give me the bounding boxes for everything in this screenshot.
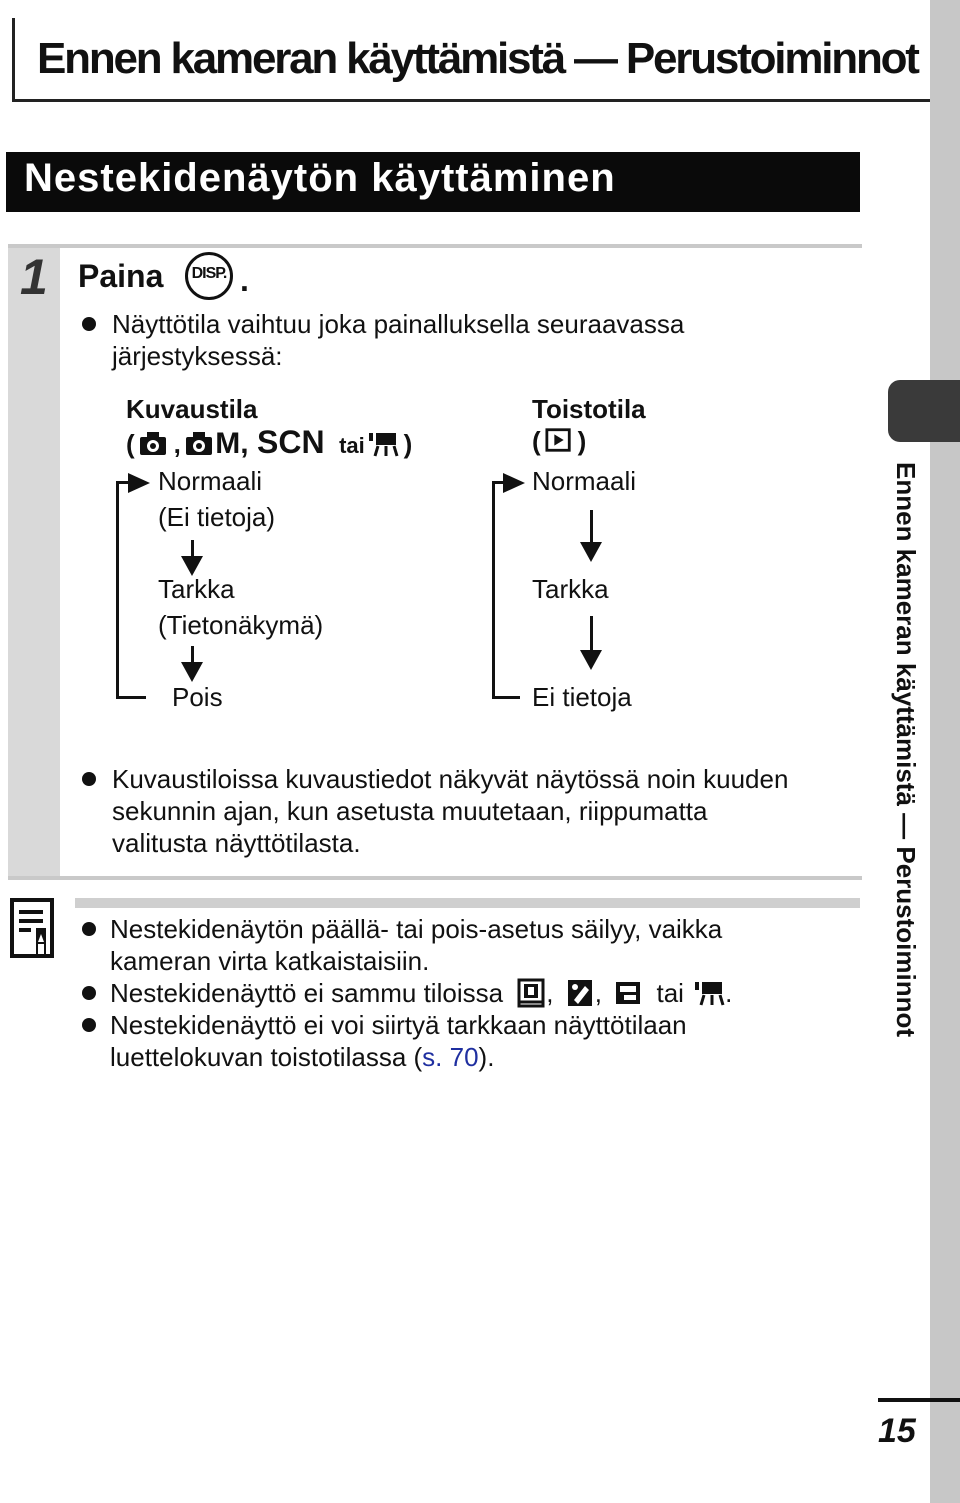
chapter-side-label-text: Ennen kameran käyttämistä — Perustoiminnot xyxy=(891,462,921,1038)
bullet-dot xyxy=(82,317,96,331)
section-heading-text: Nestekidenäytön käyttäminen xyxy=(24,156,616,200)
flow-arrow-down-icon xyxy=(580,650,602,670)
chapter-tab xyxy=(888,380,960,442)
flow-line-down xyxy=(590,616,593,652)
bullet-dot xyxy=(82,922,96,936)
period: . xyxy=(725,978,733,1008)
flow-line-right-bottom xyxy=(492,696,520,699)
kids-pets-icon xyxy=(565,978,595,1008)
flow-line-left xyxy=(116,482,119,698)
page-reference-link[interactable]: s. 70 xyxy=(422,1042,479,1072)
movie-icon xyxy=(695,978,725,1006)
flow-arrow-down-icon xyxy=(580,542,602,562)
flow-line-down xyxy=(590,510,593,546)
chapter-side-label xyxy=(890,462,930,1102)
paren-open: ( xyxy=(532,426,541,456)
scn-mode-label: SCN xyxy=(257,424,325,460)
note-rule xyxy=(75,898,860,908)
bullet-text: järjestyksessä: xyxy=(112,341,283,371)
playback-modes-row xyxy=(532,426,586,457)
stitch-assist-icon xyxy=(516,978,546,1008)
comma: , xyxy=(546,978,554,1008)
left-item-detailed: Tarkka xyxy=(158,574,235,604)
note-line xyxy=(110,1041,494,1073)
right-item-detailed: Tarkka xyxy=(532,574,609,604)
step-bottom-rule xyxy=(8,876,862,880)
flow-arrow-down-icon xyxy=(181,556,203,576)
note-text: Nestekidenäytön päällä- tai pois-asetus säilyy, vaikka xyxy=(110,914,723,944)
shooting-mode-title: Kuvaustila xyxy=(126,394,258,424)
paren-open: ( xyxy=(126,429,135,459)
section-heading xyxy=(6,152,860,212)
disp-button-label: DISP. xyxy=(191,265,227,282)
note-text: ). xyxy=(478,1042,495,1072)
note-text: Nestekidenäyttö ei voi siirtyä tarkkaan näyttötilaan xyxy=(110,1010,687,1040)
bullet-dot xyxy=(82,986,96,1000)
left-item-normal: Normaali xyxy=(158,466,263,496)
page-number: 15 xyxy=(878,1412,916,1450)
indoor-icon xyxy=(613,978,643,1008)
or-label: tai xyxy=(656,978,684,1008)
bullet-dot xyxy=(82,1018,96,1032)
manual-mode-label: M, xyxy=(215,427,249,460)
step-top-rule xyxy=(8,244,862,248)
page-number-rule xyxy=(878,1398,960,1402)
comma: , xyxy=(594,978,602,1008)
or-label: tai xyxy=(339,433,365,458)
flow-line-right xyxy=(492,482,495,698)
bullet-text: Kuvaustiloissa kuvaustiedot näkyvät näytössä noin kuuden xyxy=(112,764,789,794)
play-icon xyxy=(545,426,573,454)
note-text: Nestekidenäyttö ei sammu tiloissa xyxy=(110,978,504,1008)
page-header-title: Ennen kameran käyttämistä — Perustoiminnot xyxy=(37,34,918,83)
memo-icon xyxy=(10,898,60,962)
flow-line-left-bottom xyxy=(116,696,146,699)
right-margin-strip xyxy=(930,0,960,1503)
step-title-end: . xyxy=(240,262,249,298)
page-header xyxy=(12,18,930,102)
shooting-modes-row xyxy=(126,424,412,460)
right-item-normal: Normaali xyxy=(532,466,637,496)
movie-icon xyxy=(369,429,399,457)
paren-close: ) xyxy=(577,426,587,456)
step-number-column xyxy=(8,248,60,876)
bullet-dot xyxy=(82,772,96,786)
playback-mode-title: Toistotila xyxy=(532,394,646,424)
camera-auto-icon xyxy=(139,429,169,457)
note-text: kameran virta katkaistaisiin. xyxy=(110,946,430,976)
step-title: Paina xyxy=(78,258,164,294)
disp-button-icon xyxy=(185,252,233,300)
bullet-text: sekunnin ajan, kun asetusta muutetaan, riippumatta xyxy=(112,796,708,826)
step-number: 1 xyxy=(20,249,46,305)
left-item-normal-sub: (Ei tietoja) xyxy=(158,502,276,532)
right-item-no-info: Ei tietoja xyxy=(532,682,632,712)
flow-arrow-right-icon xyxy=(503,473,525,493)
note-line xyxy=(110,977,732,1009)
camera-manual-icon xyxy=(185,429,215,457)
flow-arrow-down-icon xyxy=(181,662,203,682)
note-text: luettelokuvan toistotilassa ( xyxy=(110,1042,423,1072)
left-item-off: Pois xyxy=(172,682,223,712)
comma: , xyxy=(173,429,181,459)
left-item-detailed-sub: (Tietonäkymä) xyxy=(158,610,324,640)
flow-arrow-right-icon xyxy=(128,473,150,493)
bullet-text: valitusta näyttötilasta. xyxy=(112,828,361,858)
paren-close: ) xyxy=(403,429,413,459)
bullet-text: Näyttötila vaihtuu joka painalluksella seuraavassa xyxy=(112,309,685,339)
